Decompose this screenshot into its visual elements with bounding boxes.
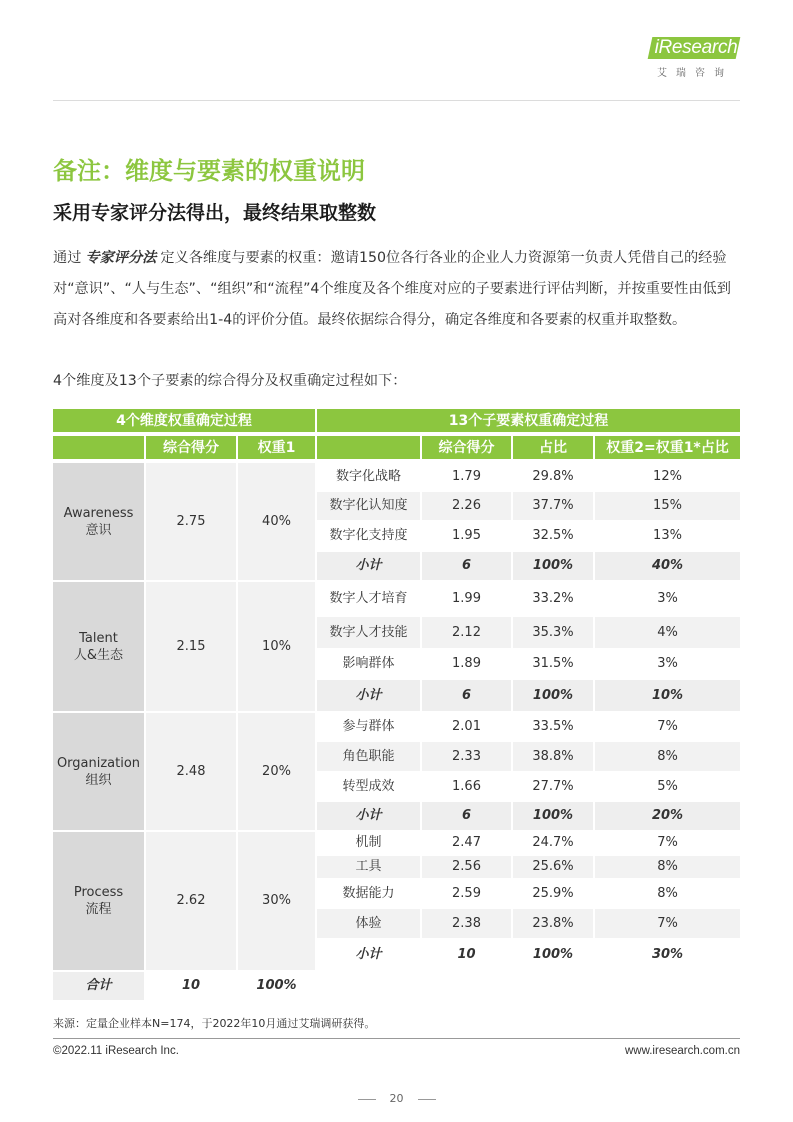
subfactor-score: 1.79 [422,463,511,490]
dimension-score: 2.62 [146,832,236,970]
dimension-label-cell [53,832,144,970]
subfactor-share: 25.6% [513,856,593,878]
dimension-score: 2.48 [146,713,236,830]
subfactor-score: 2.12 [422,617,511,648]
subfactor-weight: 12% [595,463,740,490]
subtotal-share: 100% [513,680,593,711]
subfactor-share: 25.9% [513,880,593,907]
dimension-label-cell [53,713,144,830]
dimension-name-en: Talent [79,630,118,646]
subfactor-score: 1.66 [422,773,511,800]
subfactor-share: 32.5% [513,522,593,550]
subtotal-name: 小计 [317,552,420,580]
page-dash-right [418,1099,436,1100]
dimension-label-cell [53,463,144,580]
subfactor-weight: 3% [595,650,740,678]
subfactor-score: 2.01 [422,713,511,740]
subtotal-name: 小计 [317,680,420,711]
subtotal-share: 100% [513,940,593,970]
subtotal-score: 6 [422,680,511,711]
subfactor-weight: 4% [595,617,740,648]
subtotal-name: 小计 [317,940,420,970]
header-divider [53,100,740,101]
subtotal-weight: 30% [595,940,740,970]
total-score: 10 [146,972,236,1000]
table-col-header [53,436,144,459]
subfactor-weight: 7% [595,713,740,740]
dimension-name-cn: 人&生态 [73,647,124,663]
subfactor-name: 角色职能 [317,742,420,771]
subfactor-score: 1.95 [422,522,511,550]
subfactor-score: 1.89 [422,650,511,678]
subfactor-name: 体验 [317,909,420,938]
subfactor-share: 37.7% [513,492,593,520]
subfactor-score: 2.56 [422,856,511,878]
dimension-weight: 20% [238,713,315,830]
dimension-name-en: Process [73,885,124,900]
dimension-weight: 30% [238,832,315,970]
logo-subtitle: 艾瑞咨询 [657,68,733,79]
table-col-header: 权重2=权重1*占比 [595,436,740,459]
page-number-text: 20 [389,1092,404,1105]
table-group-header-left: 4个维度权重确定过程 [53,409,315,432]
subfactor-weight: 7% [595,909,740,938]
body-text: 定义各维度与要素的权重：邀请150位各行各业的企业人力资源第一负责人凭借自己的经验对“意识”、“人与生态”、“组织”和“流程”4个维度及各个维度对应的子要素进行评估判断，并按重要性由低到高对各维度和各要素给出1-4的评价分值。最终依据综合得分，确定各维度和各要素的权重并取整数。 [53,250,731,328]
subfactor-name: 参与群体 [317,713,420,740]
page-title: 备注：维度与要素的权重说明 [53,157,365,185]
subtotal-weight: 40% [595,552,740,580]
subfactor-share: 38.8% [513,742,593,771]
table-col-header: 占比 [513,436,593,459]
subfactor-score: 1.99 [422,582,511,615]
subtotal-weight: 10% [595,680,740,711]
subfactor-share: 33.2% [513,582,593,615]
subfactor-name: 数字人才培育 [317,582,420,615]
subfactor-weight: 8% [595,742,740,771]
table-lead-in: 4个维度及13个子要素的综合得分及权重确定过程如下： [53,373,407,389]
subfactor-score: 2.59 [422,880,511,907]
subfactor-score: 2.33 [422,742,511,771]
subfactor-share: 23.8% [513,909,593,938]
page-subtitle: 采用专家评分法得出，最终结果取整数 [53,202,377,224]
subtotal-weight: 20% [595,802,740,830]
subfactor-share: 29.8% [513,463,593,490]
subtotal-name: 小计 [317,802,420,830]
subfactor-name: 数字化支持度 [317,522,420,550]
website-link[interactable]: www.iresearch.com.cn [624,1045,740,1057]
subfactor-score: 2.38 [422,909,511,938]
subfactor-name: 工具 [317,856,420,878]
subfactor-weight: 8% [595,856,740,878]
body-keyword: 专家评分法 [85,250,157,266]
dimension-name-cn: 组织 [85,772,112,788]
subfactor-share: 27.7% [513,773,593,800]
table-col-header: 权重1 [238,436,315,459]
subtotal-score: 10 [422,940,511,970]
subfactor-weight: 8% [595,880,740,907]
dimension-score: 2.15 [146,582,236,711]
source-note: 来源：定量企业样本N=174，于2022年10月通过艾瑞调研获得。 [53,1017,376,1030]
subtotal-score: 6 [422,552,511,580]
dimension-name-en: Organization [56,755,141,771]
dimension-weight: 10% [238,582,315,711]
subfactor-weight: 13% [595,522,740,550]
table-col-header: 综合得分 [422,436,511,459]
copyright: ©2022.11 iResearch Inc. [53,1045,179,1057]
footer-divider [53,1038,740,1039]
subfactor-share: 33.5% [513,713,593,740]
subfactor-score: 2.47 [422,832,511,854]
subfactor-name: 数字人才技能 [317,617,420,648]
dimension-name-cn: 意识 [85,522,112,538]
dimension-weight: 40% [238,463,315,580]
subfactor-name: 转型成效 [317,773,420,800]
subfactor-weight: 5% [595,773,740,800]
total-label: 合计 [53,972,144,1000]
subfactor-share: 31.5% [513,650,593,678]
subfactor-name: 数字化认知度 [317,492,420,520]
dimension-name-cn: 流程 [85,902,112,917]
subfactor-share: 24.7% [513,832,593,854]
total-weight: 100% [238,972,315,1000]
body-prefix: 通过 [53,250,82,266]
page-number [0,1092,793,1105]
dimension-score: 2.75 [146,463,236,580]
body-paragraph [53,243,743,336]
subfactor-share: 35.3% [513,617,593,648]
table-col-header [317,436,420,459]
subfactor-name: 机制 [317,832,420,854]
dimension-label-cell [53,582,144,711]
subtotal-share: 100% [513,552,593,580]
subtotal-score: 6 [422,802,511,830]
logo-text: iResearch [654,37,738,58]
table-col-header: 综合得分 [146,436,236,459]
subtotal-share: 100% [513,802,593,830]
subfactor-weight: 3% [595,582,740,615]
subfactor-weight: 7% [595,832,740,854]
subfactor-weight: 15% [595,492,740,520]
subfactor-name: 数据能力 [317,880,420,907]
table-group-header-right: 13个子要素权重确定过程 [317,409,740,432]
dimension-name-en: Awareness [63,505,134,521]
subfactor-score: 2.26 [422,492,511,520]
subfactor-name: 影响群体 [317,650,420,678]
subfactor-name: 数字化战略 [317,463,420,490]
page-dash-left [358,1099,376,1100]
iresearch-logo [646,30,746,80]
